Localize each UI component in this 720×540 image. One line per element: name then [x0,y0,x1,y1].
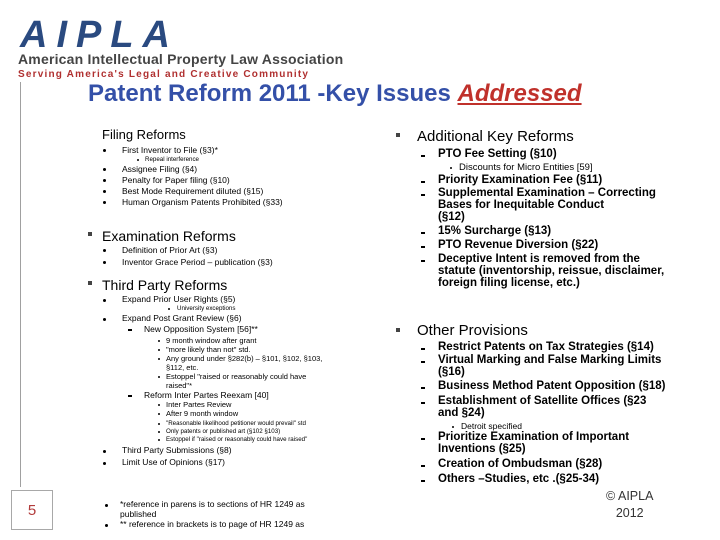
list-item: §112, etc. [166,363,199,372]
list-item: Repeal interference [145,156,200,163]
bullet-icon [158,340,160,342]
bullet-icon [88,232,92,236]
list-item: Any ground under §282(b) – §101, §102, §103, [166,354,323,363]
third-party-reforms-heading: Third Party Reforms [102,277,228,293]
bullet-icon [168,308,170,310]
list-item: Creation of Ombudsman (§28) [438,458,603,470]
list-item: Only patents or published art (§102 §103) [166,428,281,435]
bullet-icon [421,480,425,482]
list-item: (§16) [438,366,465,378]
footnote: ** reference in brackets is to page of HR 1249 as [120,519,305,529]
bullet-icon [105,504,108,507]
bullet-icon [421,387,425,389]
bullet-icon [396,133,400,137]
bullet-icon [88,281,92,285]
bullet-icon [158,439,160,441]
other-provisions-heading: Other Provisions [417,322,528,339]
list-item: Reform Inter Partes Reexam [40] [144,390,269,400]
list-item: statute (inventorship, reissue, disclaimer, [438,265,665,277]
list-item: (§12) [438,211,465,223]
list-item: Estoppel if "raised or reasonably could have raised" [166,436,308,443]
list-item: "Reasonable likelihood petitioner would prevail" std [166,420,306,427]
list-item: Limit Use of Opinions (§17) [122,457,225,467]
bullet-icon [421,438,425,440]
bullet-icon [421,181,425,183]
list-item: Bases for Inequitable Conduct [438,199,605,211]
list-item: Priority Examination Fee (§11) [438,174,603,186]
list-item: Prioritize Examination of Important [438,431,630,443]
slide-title [88,80,582,108]
list-item: PTO Revenue Diversion (§22) [438,239,599,251]
list-item: Best Mode Requirement diluted (§15) [122,186,264,196]
slide-number: 5 [11,490,53,530]
bullet-icon [103,179,106,182]
bullet-icon [103,201,106,204]
bullet-icon [103,249,106,252]
bullet-icon [421,155,425,157]
organization-tagline: Serving America's Legal and Creative Community [18,69,310,80]
list-item: Inventions (§25) [438,443,526,455]
bullet-icon [421,194,425,196]
bullet-icon [421,232,425,234]
list-item: Inventor Grace Period – publication (§3) [122,257,273,267]
list-item: 9 month window after grant [166,336,257,345]
bullet-icon [158,349,160,351]
list-item: Penalty for Paper filing (§10) [122,175,230,185]
list-item: Deceptive Intent is removed from the [438,253,640,265]
list-item: Establishment of Satellite Offices (§23 [438,395,647,407]
list-item: Expand Prior User Rights (§5) [122,294,236,304]
title-highlight: Addressed [457,80,582,107]
list-item: Third Party Submissions (§8) [122,445,232,455]
bullet-icon [128,329,132,331]
list-item: After 9 month window [166,409,239,418]
bullet-icon [158,423,160,425]
list-item: Restrict Patents on Tax Strategies (§14) [438,341,654,353]
bullet-icon [158,413,160,415]
bullet-icon [421,348,425,350]
bullet-icon [103,462,106,465]
bullet-icon [103,190,106,193]
bullet-icon [396,328,400,332]
list-item: "more likely than not" std. [166,345,251,354]
bullet-icon [158,404,160,406]
bullet-icon [421,246,425,248]
bullet-icon [103,149,106,152]
aipla-logo: AIPLA [20,14,179,56]
list-item: and §24) [438,407,485,419]
list-item: Assignee Filing (§4) [122,164,198,174]
bullet-icon [421,361,425,363]
copyright-notice [606,488,653,522]
additional-reforms-heading: Additional Key Reforms [417,128,574,145]
title-text: Patent Reform 2011 -Key Issues [88,80,458,107]
list-item: Supplemental Examination – Correcting [438,187,656,199]
list-item: Inter Partes Review [166,400,232,409]
bullet-icon [103,450,106,453]
list-item: New Opposition System [56]** [144,324,258,334]
list-item: Estoppel "raised or reasonably could have [166,372,307,381]
bullet-icon [103,318,106,321]
list-item: foreign filing license, etc.) [438,277,580,289]
bullet-icon [103,299,106,302]
bullet-icon [103,261,106,264]
list-item: raised"* [166,381,193,390]
bullet-icon [105,524,108,527]
list-item: Business Method Patent Opposition (§18) [438,380,666,392]
left-divider [20,82,21,487]
copyright-text: © AIPLA [606,489,654,503]
list-item: Virtual Marking and False Marking Limits [438,354,662,366]
list-item: Expand Post Grant Review (§6) [122,313,242,323]
bullet-icon [158,376,160,378]
bullet-icon [450,167,452,169]
organization-name: American Intellectual Property Law Association [18,51,344,67]
examination-reforms-heading: Examination Reforms [102,228,236,244]
footnote: published [120,509,157,519]
bullet-icon [137,159,139,161]
bullet-icon [158,431,160,433]
bullet-icon [103,168,106,171]
list-item: 15% Surcharge (§13) [438,225,552,237]
list-item: Definition of Prior Art (§3) [122,245,218,255]
bullet-icon [158,358,160,360]
bullet-icon [452,426,454,428]
list-item: Detroit specified [461,421,522,431]
list-item: University exceptions [177,305,236,312]
footnote: *reference in parens is to sections of HR 1249 as [120,499,305,509]
copyright-year: 2012 [615,505,644,520]
bullet-icon [128,395,132,397]
list-item: First Inventor to File (§3)* [122,145,218,155]
bullet-icon [421,402,425,404]
bullet-icon [421,260,425,262]
bullet-icon [421,465,425,467]
list-item: Human Organism Patents Prohibited (§33) [122,197,283,207]
list-item: PTO Fee Setting (§10) [438,148,557,160]
list-item: Discounts for Micro Entities [59] [459,162,593,173]
filing-reforms-heading: Filing Reforms [102,127,186,142]
list-item: Others –Studies, etc .(§25-34) [438,473,600,485]
